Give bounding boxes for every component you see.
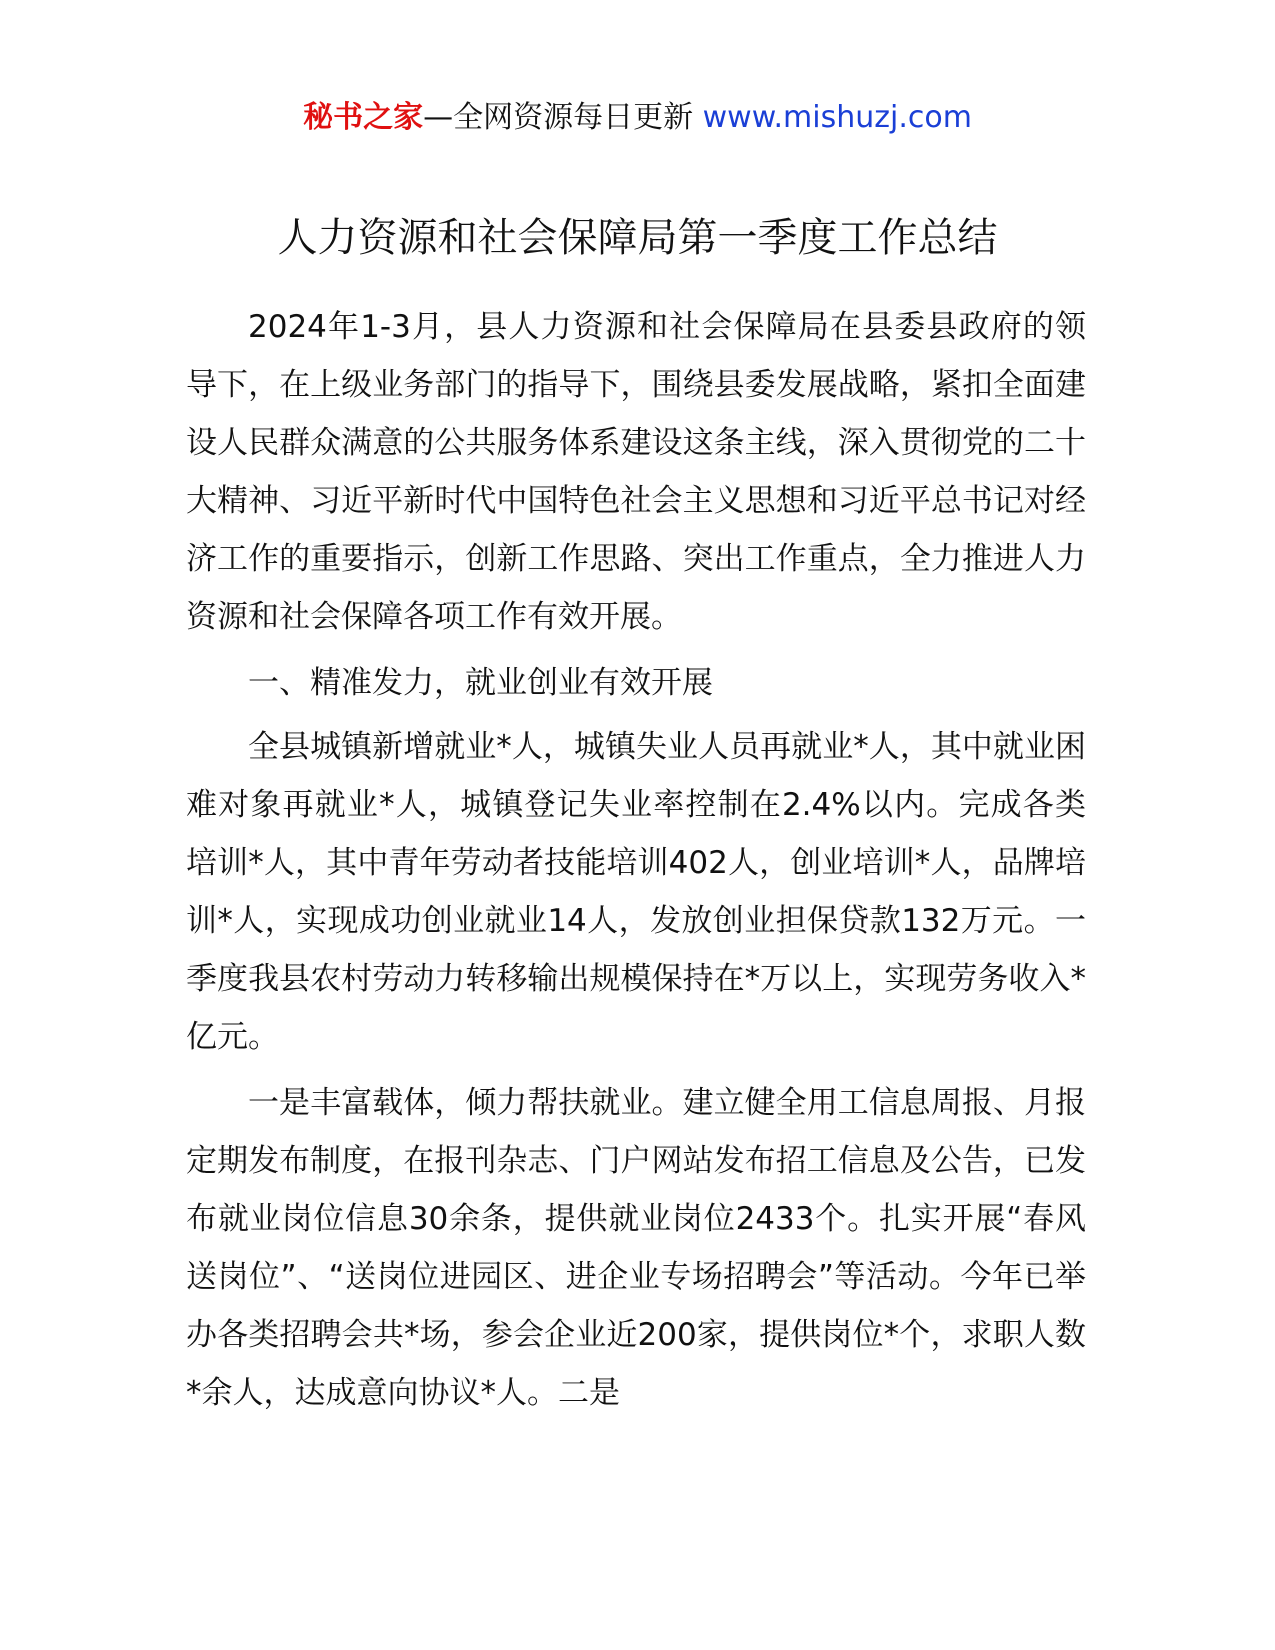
site-brand: 秘书之家	[303, 100, 424, 135]
intro-paragraph: 2024年1-3月，县人力资源和社会保障局在县委县政府的领导下，在上级业务部门的指导下，围绕县委发展战略，紧扣全面建设人民群众满意的公共服务体系建设这条主线，深入贯彻党的二十大精神、习近平新时代中国特色社会主义思想和习近平总书记对经济工作的重要指示，创新工作思路、突出工作重点，全力推进人力资源和社会保障各项工作有效开展。	[186, 309, 1086, 635]
document-body	[186, 298, 1086, 1422]
site-header	[0, 96, 1275, 140]
site-tagline: —全网资源每日更新	[423, 100, 694, 135]
site-url-link[interactable]: www.mishuzj.com	[702, 100, 972, 135]
section-heading: 一、精准发力，就业创业有效开展	[248, 665, 713, 701]
body-paragraph: 全县城镇新增就业*人，城镇失业人员再就业*人，其中就业困难对象再就业*人，城镇登记失业率控制在2.4%以内。完成各类培训*人，其中青年劳动者技能培训402人，创业培训*人，品牌培训*人，实现成功创业就业14人，发放创业担保贷款132万元。一季度我县农村劳动力转移输出规模保持在*万以上，实现劳务收入*亿元。	[186, 729, 1086, 1055]
document-title: 人力资源和社会保障局第一季度工作总结	[277, 215, 998, 261]
body-paragraph: 一是丰富载体，倾力帮扶就业。建立健全用工信息周报、月报定期发布制度，在报刊杂志、门户网站发布招工信息及公告，已发布就业岗位信息30余条，提供就业岗位2433个。扎实开展“春风送岗位”、“送岗位进园区、进企业专场招聘会”等活动。今年已举办各类招聘会共*场，参会企业近200家，提供岗位*个，求职人数*余人，达成意向协议*人。二是	[186, 1085, 1086, 1411]
